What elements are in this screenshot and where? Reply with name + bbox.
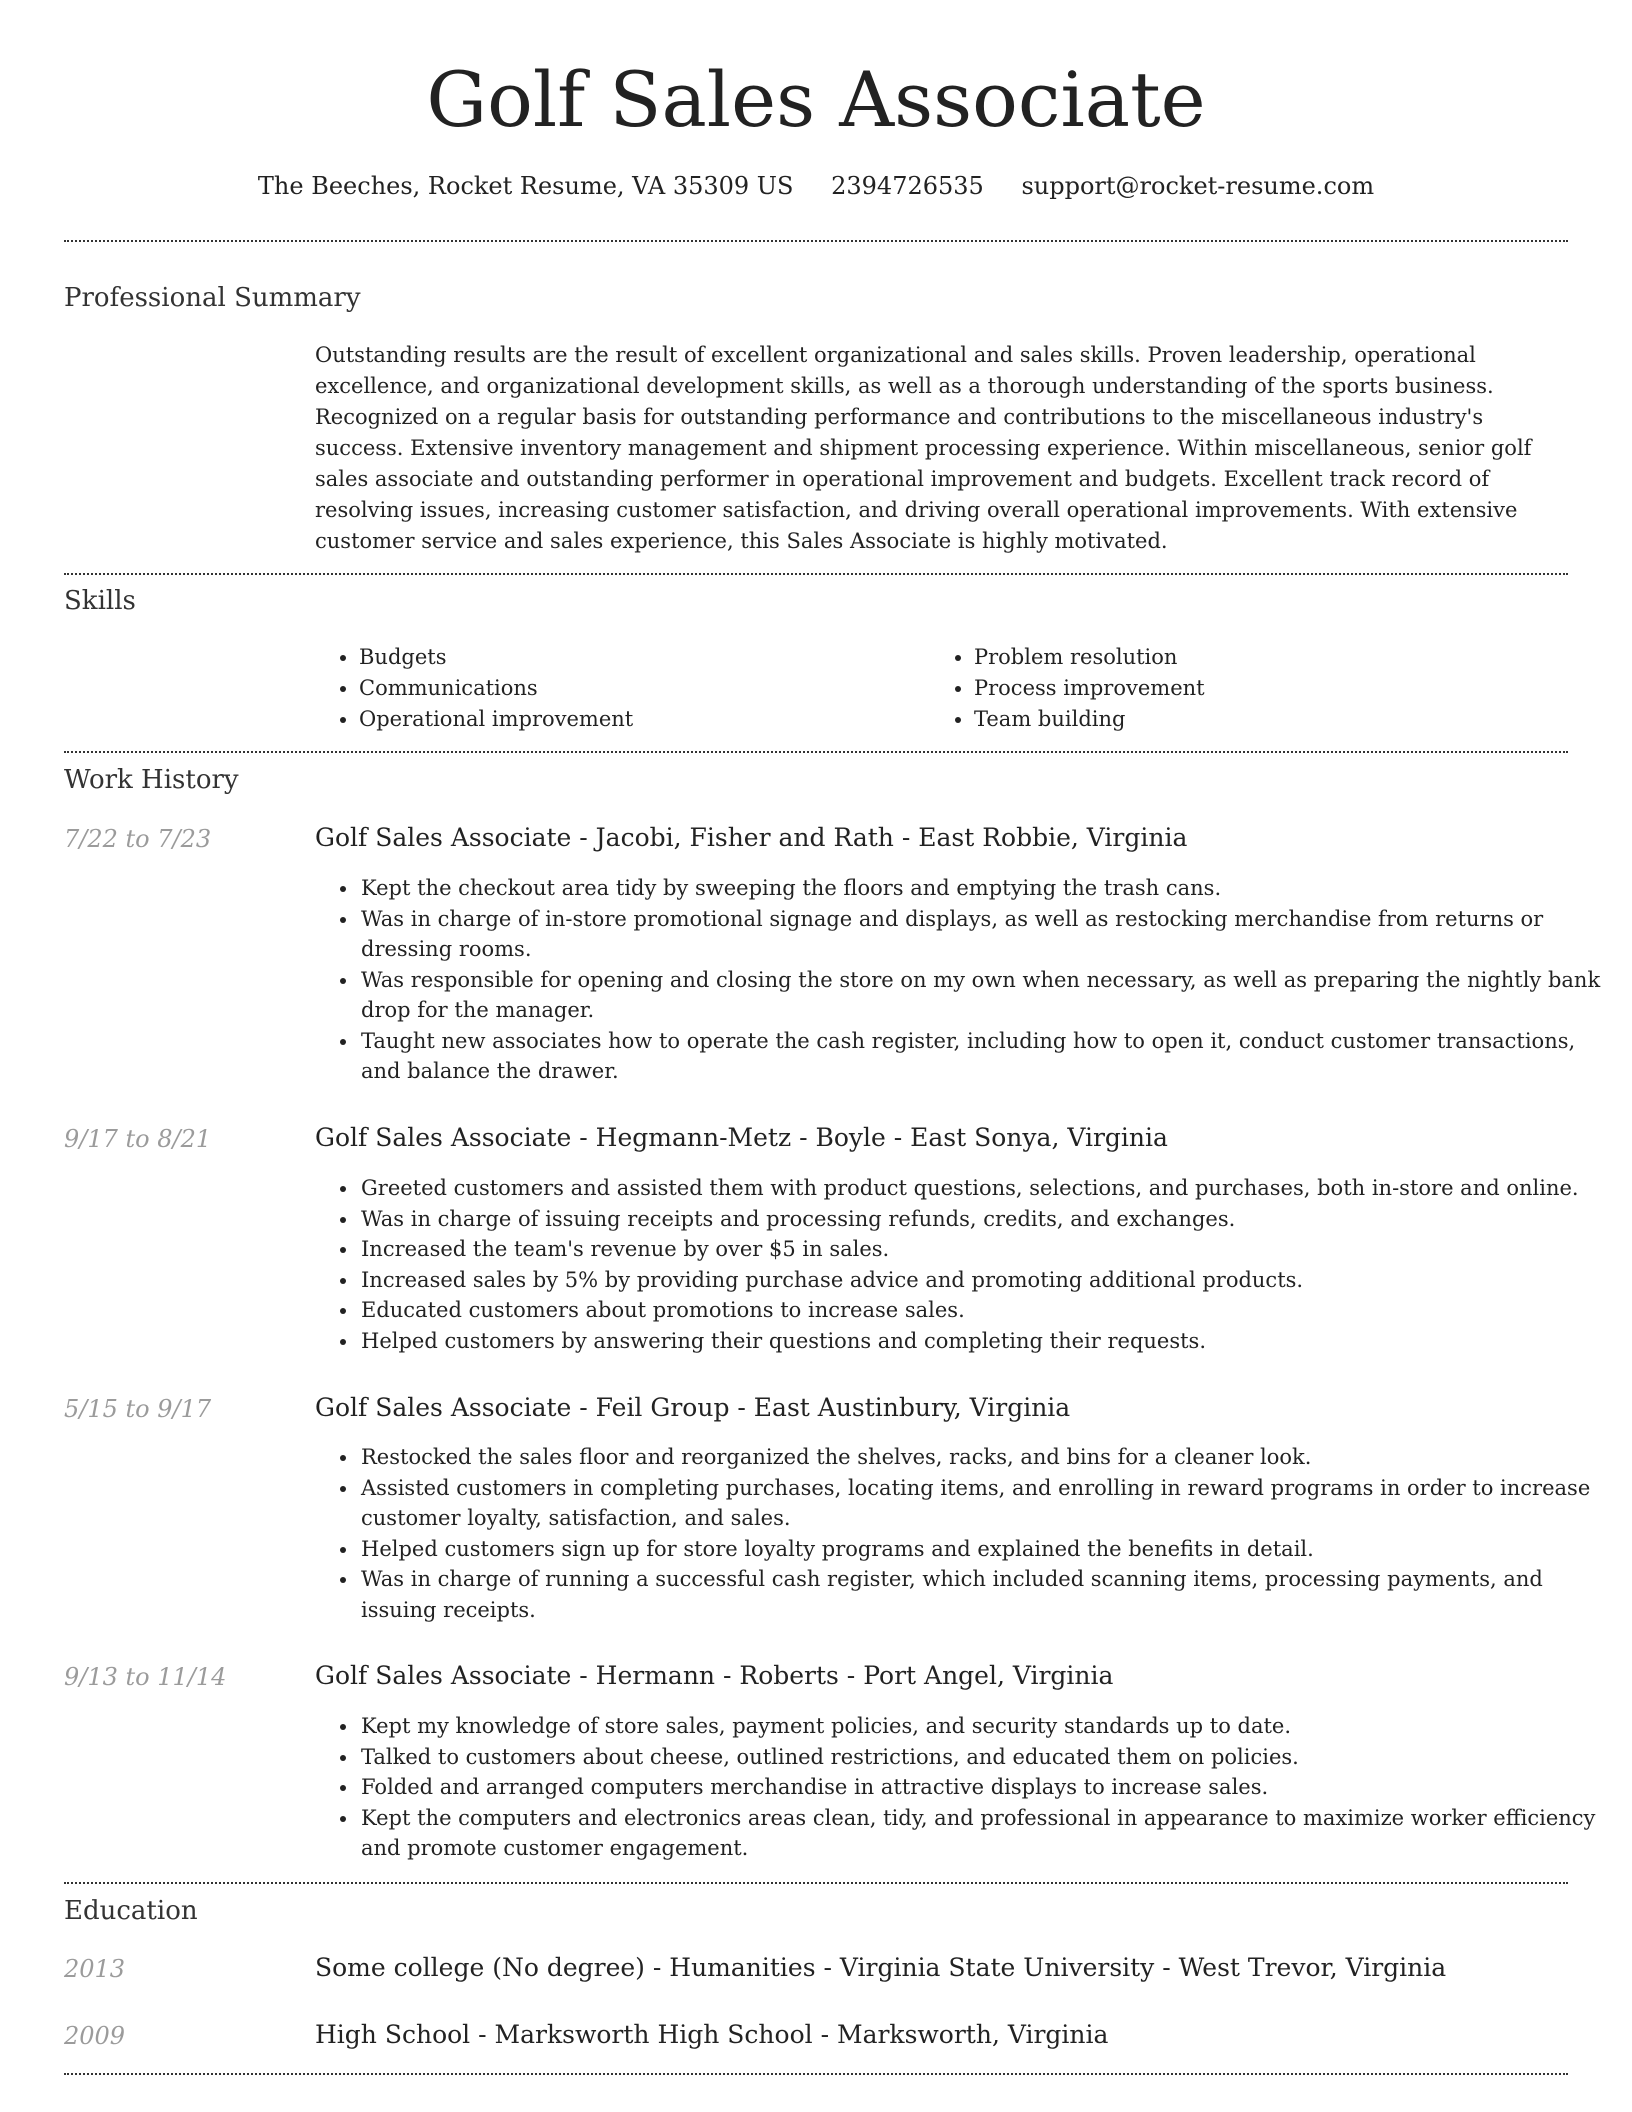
- divider: [64, 1882, 1568, 1884]
- education-year: 2009: [64, 2022, 126, 2050]
- job-bullet: • Assisted customers in completing purchases, locating items, and enrolling in reward programs in order to increase customer loyalty, satisfaction, and sales.: [359, 1473, 1614, 1534]
- education-entry: [315, 1952, 1446, 1984]
- job-bullet: • Folded and arranged computers merchandise in attractive displays to increase sales.: [359, 1772, 1614, 1803]
- section-heading-work: Work History: [64, 765, 239, 795]
- skill-item: • Operational improvement: [359, 704, 633, 735]
- section-heading-education: Education: [64, 1896, 198, 1926]
- job-bullet: • Helped customers sign up for store loyalty programs and explained the benefits in detail.: [359, 1534, 1614, 1565]
- job-bullet: • Was responsible for opening and closing the store on my own when necessary, as well as preparing the nightly bank drop for the manager.: [359, 965, 1614, 1026]
- skill-item: • Problem resolution: [974, 642, 1205, 673]
- skill-item: • Budgets: [359, 642, 633, 673]
- divider: [64, 751, 1568, 753]
- job-bullet: • Was in charge of in-store promotional signage and displays, as well as restocking merchandise from returns or dressing rooms.: [359, 904, 1614, 965]
- contact-phone: 2394726535: [831, 172, 984, 200]
- education-entry: [315, 2019, 1108, 2051]
- job-dates: 9/13 to 11/14: [64, 1663, 227, 1691]
- job-bullet: • Educated customers about promotions to increase sales.: [359, 1295, 1614, 1326]
- education-degree: Some college (No degree) - Humanities: [315, 1953, 816, 1982]
- job-bullets: [315, 873, 1614, 1087]
- job-bullet: • Kept my knowledge of store sales, payment policies, and security standards up to date.: [359, 1711, 1614, 1742]
- job-title: Golf Sales Associate - Hermann - Roberts - Port Angel, Virginia: [315, 1661, 1114, 1690]
- job-bullet: • Talked to customers about cheese, outlined restrictions, and educated them on policies.: [359, 1742, 1614, 1773]
- summary-text: Outstanding results are the result of excellent organizational and sales skills. Proven leadership, operational excellence, and organizational development skills, as well as a thorough understanding of the sports business. Recognized on a regular basis for outstanding performance and contributions to the miscellaneous industry's success. Extensive inventory management and shipment processing experience. Within miscellaneous, senior golf sales associate and outstanding performer in operational improvement and budgets. Excellent track record of resolving issues, increasing customer satisfaction, and driving overall operational improvements. With extensive customer service and sales experience, this Sales Associate is highly motivated.: [315, 343, 1532, 553]
- job-bullet: • Was in charge of running a successful cash register, which included scanning items, processing payments, and issuing receipts.: [359, 1564, 1614, 1625]
- job-bullet: • Increased the team's revenue by over $5 in sales.: [359, 1234, 1614, 1265]
- education-year: 2013: [64, 1955, 126, 1983]
- divider: [64, 240, 1568, 242]
- section-heading-skills: Skills: [64, 586, 136, 616]
- job-bullet: • Kept the checkout area tidy by sweeping the floors and emptying the trash cans.: [359, 873, 1614, 904]
- divider: [64, 2073, 1568, 2075]
- job-dates: 5/15 to 9/17: [64, 1395, 212, 1423]
- job-bullet: • Kept the computers and electronics areas clean, tidy, and professional in appearance to maximize worker efficiency and promote customer engagement.: [359, 1803, 1614, 1864]
- job-title: Golf Sales Associate - Feil Group - East Austinbury, Virginia: [315, 1393, 1071, 1422]
- job-bullet: • Was in charge of issuing receipts and processing refunds, credits, and exchanges.: [359, 1204, 1614, 1235]
- resume-title: Golf Sales Associate: [426, 55, 1206, 144]
- job-bullets: [315, 1442, 1614, 1625]
- job-bullet: • Restocked the sales floor and reorganized the shelves, racks, and bins for a cleaner look.: [359, 1442, 1614, 1473]
- skills-list-left: [315, 642, 633, 735]
- job-bullet: • Greeted customers and assisted them with product questions, selections, and purchases, both in-store and online.: [359, 1173, 1614, 1204]
- divider: [64, 573, 1568, 575]
- skills-list-right: [930, 642, 1205, 735]
- job-dates: 9/17 to 8/21: [64, 1125, 212, 1153]
- job-bullet: • Increased sales by 5% by providing purchase advice and promoting additional products.: [359, 1265, 1614, 1296]
- education-details: - Marksworth High School - Marksworth, Virginia: [470, 2020, 1109, 2049]
- contact-address: The Beeches, Rocket Resume, VA 35309 US: [257, 172, 794, 200]
- skill-item: • Team building: [974, 704, 1205, 735]
- job-bullets: [315, 1711, 1614, 1864]
- section-heading-summary: Professional Summary: [64, 283, 361, 313]
- job-dates: 7/22 to 7/23: [64, 825, 212, 853]
- education-details: - Virginia State University - West Trevor, Virginia: [815, 1953, 1447, 1982]
- contact-email: support@rocket-resume.com: [1021, 172, 1375, 200]
- job-title: Golf Sales Associate - Hegmann-Metz - Boyle - East Sonya, Virginia: [315, 1123, 1168, 1152]
- skill-item: • Process improvement: [974, 673, 1205, 704]
- job-bullet: • Helped customers by answering their questions and completing their requests.: [359, 1326, 1614, 1357]
- education-degree: High School: [315, 2020, 471, 2049]
- contact-line: [0, 170, 1632, 202]
- job-title: Golf Sales Associate - Jacobi, Fisher and Rath - East Robbie, Virginia: [315, 823, 1188, 852]
- job-bullet: • Taught new associates how to operate the cash register, including how to open it, conduct customer transactions, and balance the drawer.: [359, 1026, 1614, 1087]
- skill-item: • Communications: [359, 673, 633, 704]
- job-bullets: [315, 1173, 1614, 1356]
